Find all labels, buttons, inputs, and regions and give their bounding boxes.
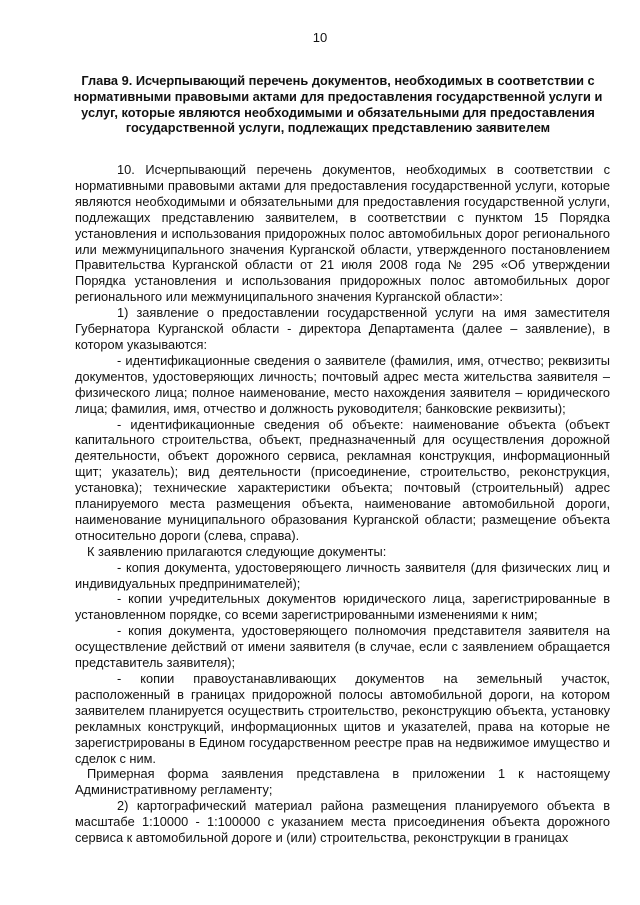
chapter-heading: Глава 9. Исчерпывающий перечень документов, необходимых в соответствии с нормативными правовыми актами для предоставления государственной услуги и услуг, которые являются необходимыми и обязательными для предоставления государственной услуги, подлежащих представлению заявителем: [73, 73, 603, 136]
paragraph-sample-form: Примерная форма заявления представлена в приложении 1 к настоящему Административному регламенту;: [75, 766, 610, 798]
paragraph-attachments-intro: К заявлению прилагаются следующие документы:: [87, 543, 387, 559]
paragraph-land-title: - копии правоустанавливающих документов на земельный участок, расположенный в границах придорожной полосы автомобильной дороги, на котором заявителем планируется осуществить строительство, реконструкцию объекта, установку рекламных конструкций, информационных щитов и указателей, права на которые не зарегистрированы в Едином государственном реестре прав на недвижимое имущество и сделок с ним.: [75, 671, 610, 766]
paragraph-representative-authority: - копия документа, удостоверяющего полномочия представителя заявителя на осуществление действий от имени заявителя (в случае, если с заявлением обращается представитель заявителя);: [75, 623, 610, 671]
paragraph-cartographic-material: 2) картографический материал района размещения планируемого объекта в масштабе 1:10000 - 1:100000 с указанием места присоединения объекта дорожного сервиса к автомобильной дороге и (или) строительства, реконструкции в границах: [75, 798, 610, 846]
paragraph-applicant-details: - идентификационные сведения о заявителе (фамилия, имя, отчество; реквизиты документов, удостоверяющих личность; почтовый адрес места жительства заявителя – физического лица; полное наименование, место нахождения заявителя – юридического лица; фамилия, имя, отчество и должность руководителя; банковские реквизиты);: [75, 352, 610, 416]
paragraph-founding-docs: - копии учредительных документов юридического лица, зарегистрированные в установленном порядке, со всеми зарегистрированными изменениями к ним;: [75, 591, 610, 623]
paragraph-object-details: - идентификационные сведения об объекте: наименование объекта (объект капитального строительства, объект, предназначенный для осуществления дорожной деятельности, объект дорожного сервиса, рекламная конструкция, информационный щит; указатель); вид деятельности (присоединение, строительство, реконструкция, установка); технические характеристики объекта; почтовый (строительный) адрес планируемого места размещения объекта, наименование автомобильной дороги, наименование муниципального образования Курганской области; размещение объекта относительно дороги (слева, справа).: [75, 416, 610, 543]
paragraph-10-intro: 10. Исчерпывающий перечень документов, необходимых в соответствии с нормативными правовыми актами для предоставления государственной услуги, которые являются необходимыми и обязательными для предоставления государственной услуги, подлежащих представлению заявителем, в соответствии с пунктом 15 Порядка установления и использования придорожных полос автомобильных дорог регионального или межмуниципального значения Курганской области, утвержденного постановлением Правительства Курганской области от 21 июля 2008 года № 295 «Об утверждении Порядка установления и использования придорожных полос автомобильных дорог регионального или межмуниципального значения Курганской области»:: [75, 162, 610, 305]
paragraph-identity-copy: - копия документа, удостоверяющего личность заявителя (для физических лиц и индивидуальных предпринимателей);: [75, 559, 610, 591]
page-number: 10: [312, 30, 328, 45]
document-body: [75, 162, 610, 846]
paragraph-application: 1) заявление о предоставлении государственной услуги на имя заместителя Губернатора Курганской области - директора Департамента (далее – заявление), в котором указываются:: [75, 305, 610, 352]
